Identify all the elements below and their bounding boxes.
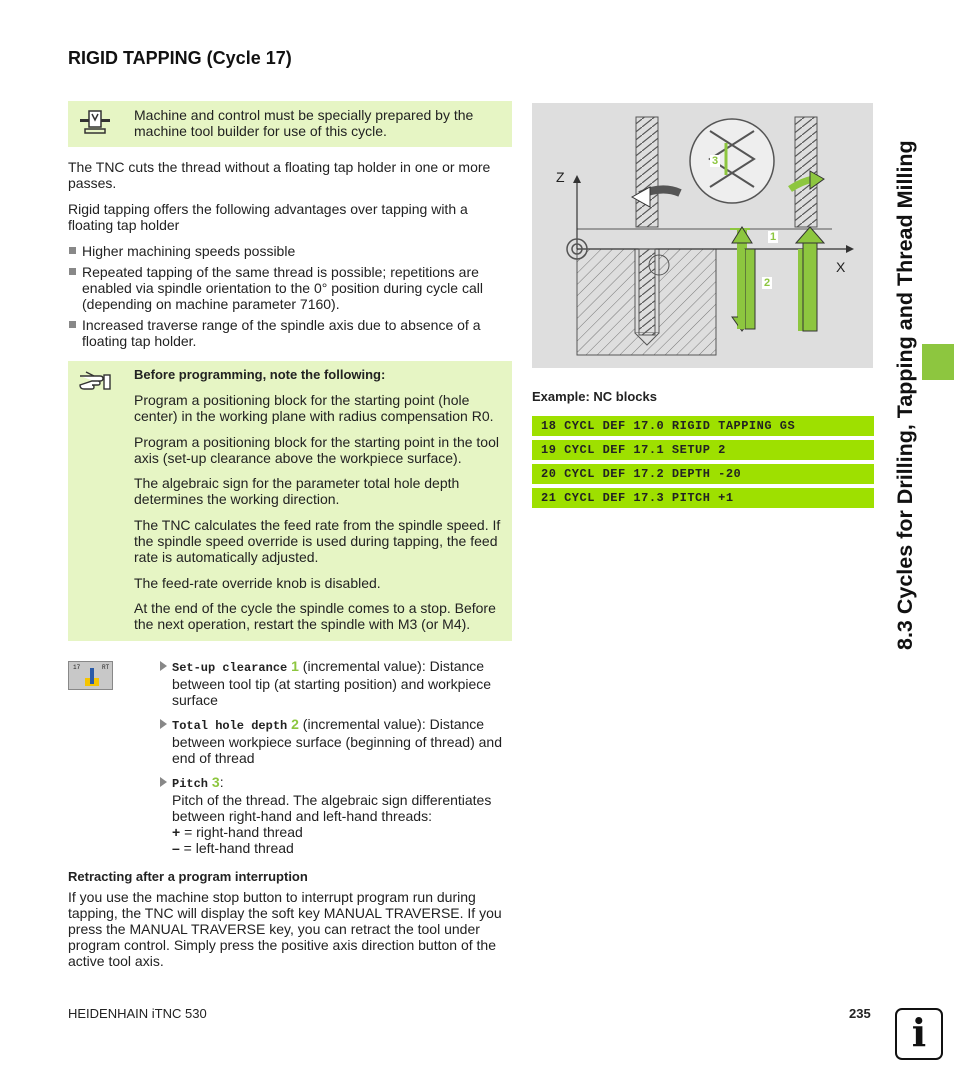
- nc-block: [532, 416, 874, 436]
- list-item: Higher machining speeds possible: [68, 243, 512, 259]
- programming-note-heading: Before programming, note the following:: [134, 367, 386, 382]
- param-description: (incremental value): Distance between workpiece surface (beginning of thread) and end of thread: [172, 716, 502, 766]
- programming-note-paragraph: The feed-rate override knob is disabled.: [134, 575, 381, 591]
- intro-paragraph-1: The TNC cuts the thread without a floating tap holder in one or more passes.: [68, 159, 491, 191]
- param-number: 3: [211, 774, 220, 790]
- page-number: 235: [849, 1006, 871, 1021]
- nc-block: [532, 440, 874, 460]
- nc-block-text: 19 CYCL DEF 17.1 SETUP 2: [541, 443, 726, 457]
- nc-block-text: 21 CYCL DEF 17.3 PITCH +1: [541, 491, 734, 505]
- arrow-right-icon: [160, 661, 167, 671]
- pointing-hand-icon: [78, 369, 112, 394]
- retract-heading: Retracting after a program interruption: [68, 869, 308, 884]
- figure-number-2: 2: [764, 277, 771, 289]
- param-pitch-detail: Pitch of the thread. The algebraic sign differentiates between right-hand and left-hand threads:: [172, 792, 492, 824]
- info-icon: [895, 1008, 943, 1060]
- plus-description: = right-hand thread: [180, 824, 303, 840]
- example-heading: Example: NC blocks: [532, 389, 657, 404]
- x-axis-label: X: [836, 259, 846, 275]
- figure-number-1: 1: [770, 231, 777, 243]
- cycle-17-softkey-icon: [68, 661, 113, 690]
- param-name: Total hole depth: [172, 719, 288, 733]
- minus-sign: –: [172, 840, 180, 856]
- programming-note-paragraph: The algebraic sign for the parameter total hole depth determines the working direction.: [134, 475, 460, 507]
- chapter-side-title: 8.3 Cycles for Drilling, Tapping and Thread Milling: [893, 140, 917, 650]
- softkey-label-right: RT: [102, 664, 110, 671]
- plus-sign: +: [172, 824, 181, 840]
- programming-note-paragraph: Program a positioning block for the starting point (hole center) in the working plane with radius compensation R0.: [134, 392, 494, 424]
- list-item: Increased traverse range of the spindle axis due to absence of a floating tap holder.: [68, 317, 512, 349]
- figure-number-3: 3: [712, 155, 719, 167]
- nc-block: [532, 464, 874, 484]
- nc-block-text: 20 CYCL DEF 17.2 DEPTH -20: [541, 467, 742, 481]
- param-total-hole-depth: [160, 716, 512, 766]
- param-name: Set-up clearance: [172, 661, 288, 675]
- arrow-right-icon: [160, 777, 167, 787]
- programming-note-paragraph: At the end of the cycle the spindle comes to a stop. Before the next operation, restart the spindle with M3 (or M4).: [134, 600, 496, 632]
- param-number: 2: [291, 716, 299, 732]
- retract-paragraph: If you use the machine stop button to interrupt program run during tapping, the TNC will display the soft key MANUAL TRAVERSE. If you press the MANUAL TRAVERSE key, you can retract the tool under program control. Simply press the positive axis direction button of the active tool axis.: [68, 889, 502, 969]
- machine-icon: [79, 109, 111, 138]
- info-icon-letter: i: [911, 1010, 927, 1055]
- param-description: :: [219, 774, 224, 790]
- nc-block-text: 18 CYCL DEF 17.0 RIGID TAPPING GS: [541, 419, 796, 433]
- intro-paragraph-2: Rigid tapping offers the following advantages over tapping with a floating tap holder: [68, 201, 468, 233]
- chapter-tab-marker: [922, 344, 954, 380]
- softkey-label-left: 17: [73, 664, 81, 671]
- arrow-right-icon: [160, 719, 167, 729]
- nc-block: [532, 488, 874, 508]
- list-item: Repeated tapping of the same thread is possible; repetitions are enabled via spindle orientation to the 0° position during cycle call (depending on machine parameter 7160).: [68, 264, 512, 312]
- param-pitch: [160, 774, 512, 856]
- z-axis-label: Z: [556, 169, 565, 185]
- param-number: 1: [291, 658, 299, 674]
- rigid-tapping-figure: [532, 103, 873, 368]
- programming-note-paragraph: The TNC calculates the feed rate from the spindle speed. If the spindle speed override is used during tapping, the feed rate is automatically adjusted.: [134, 517, 501, 565]
- page-title: RIGID TAPPING (Cycle 17): [68, 48, 292, 68]
- param-description: (incremental value): Distance between tool tip (at starting position) and workpiece surface: [172, 658, 492, 708]
- machine-note-text: Machine and control must be specially prepared by the machine tool builder for use of this cycle.: [134, 107, 474, 139]
- param-name: Pitch: [172, 777, 209, 791]
- footer-product-name: HEIDENHAIN iTNC 530: [68, 1006, 207, 1021]
- programming-note-paragraph: Program a positioning block for the starting point in the tool axis (set-up clearance above the workpiece surface).: [134, 434, 499, 466]
- minus-description: = left-hand thread: [179, 840, 294, 856]
- param-setup-clearance: [160, 658, 512, 708]
